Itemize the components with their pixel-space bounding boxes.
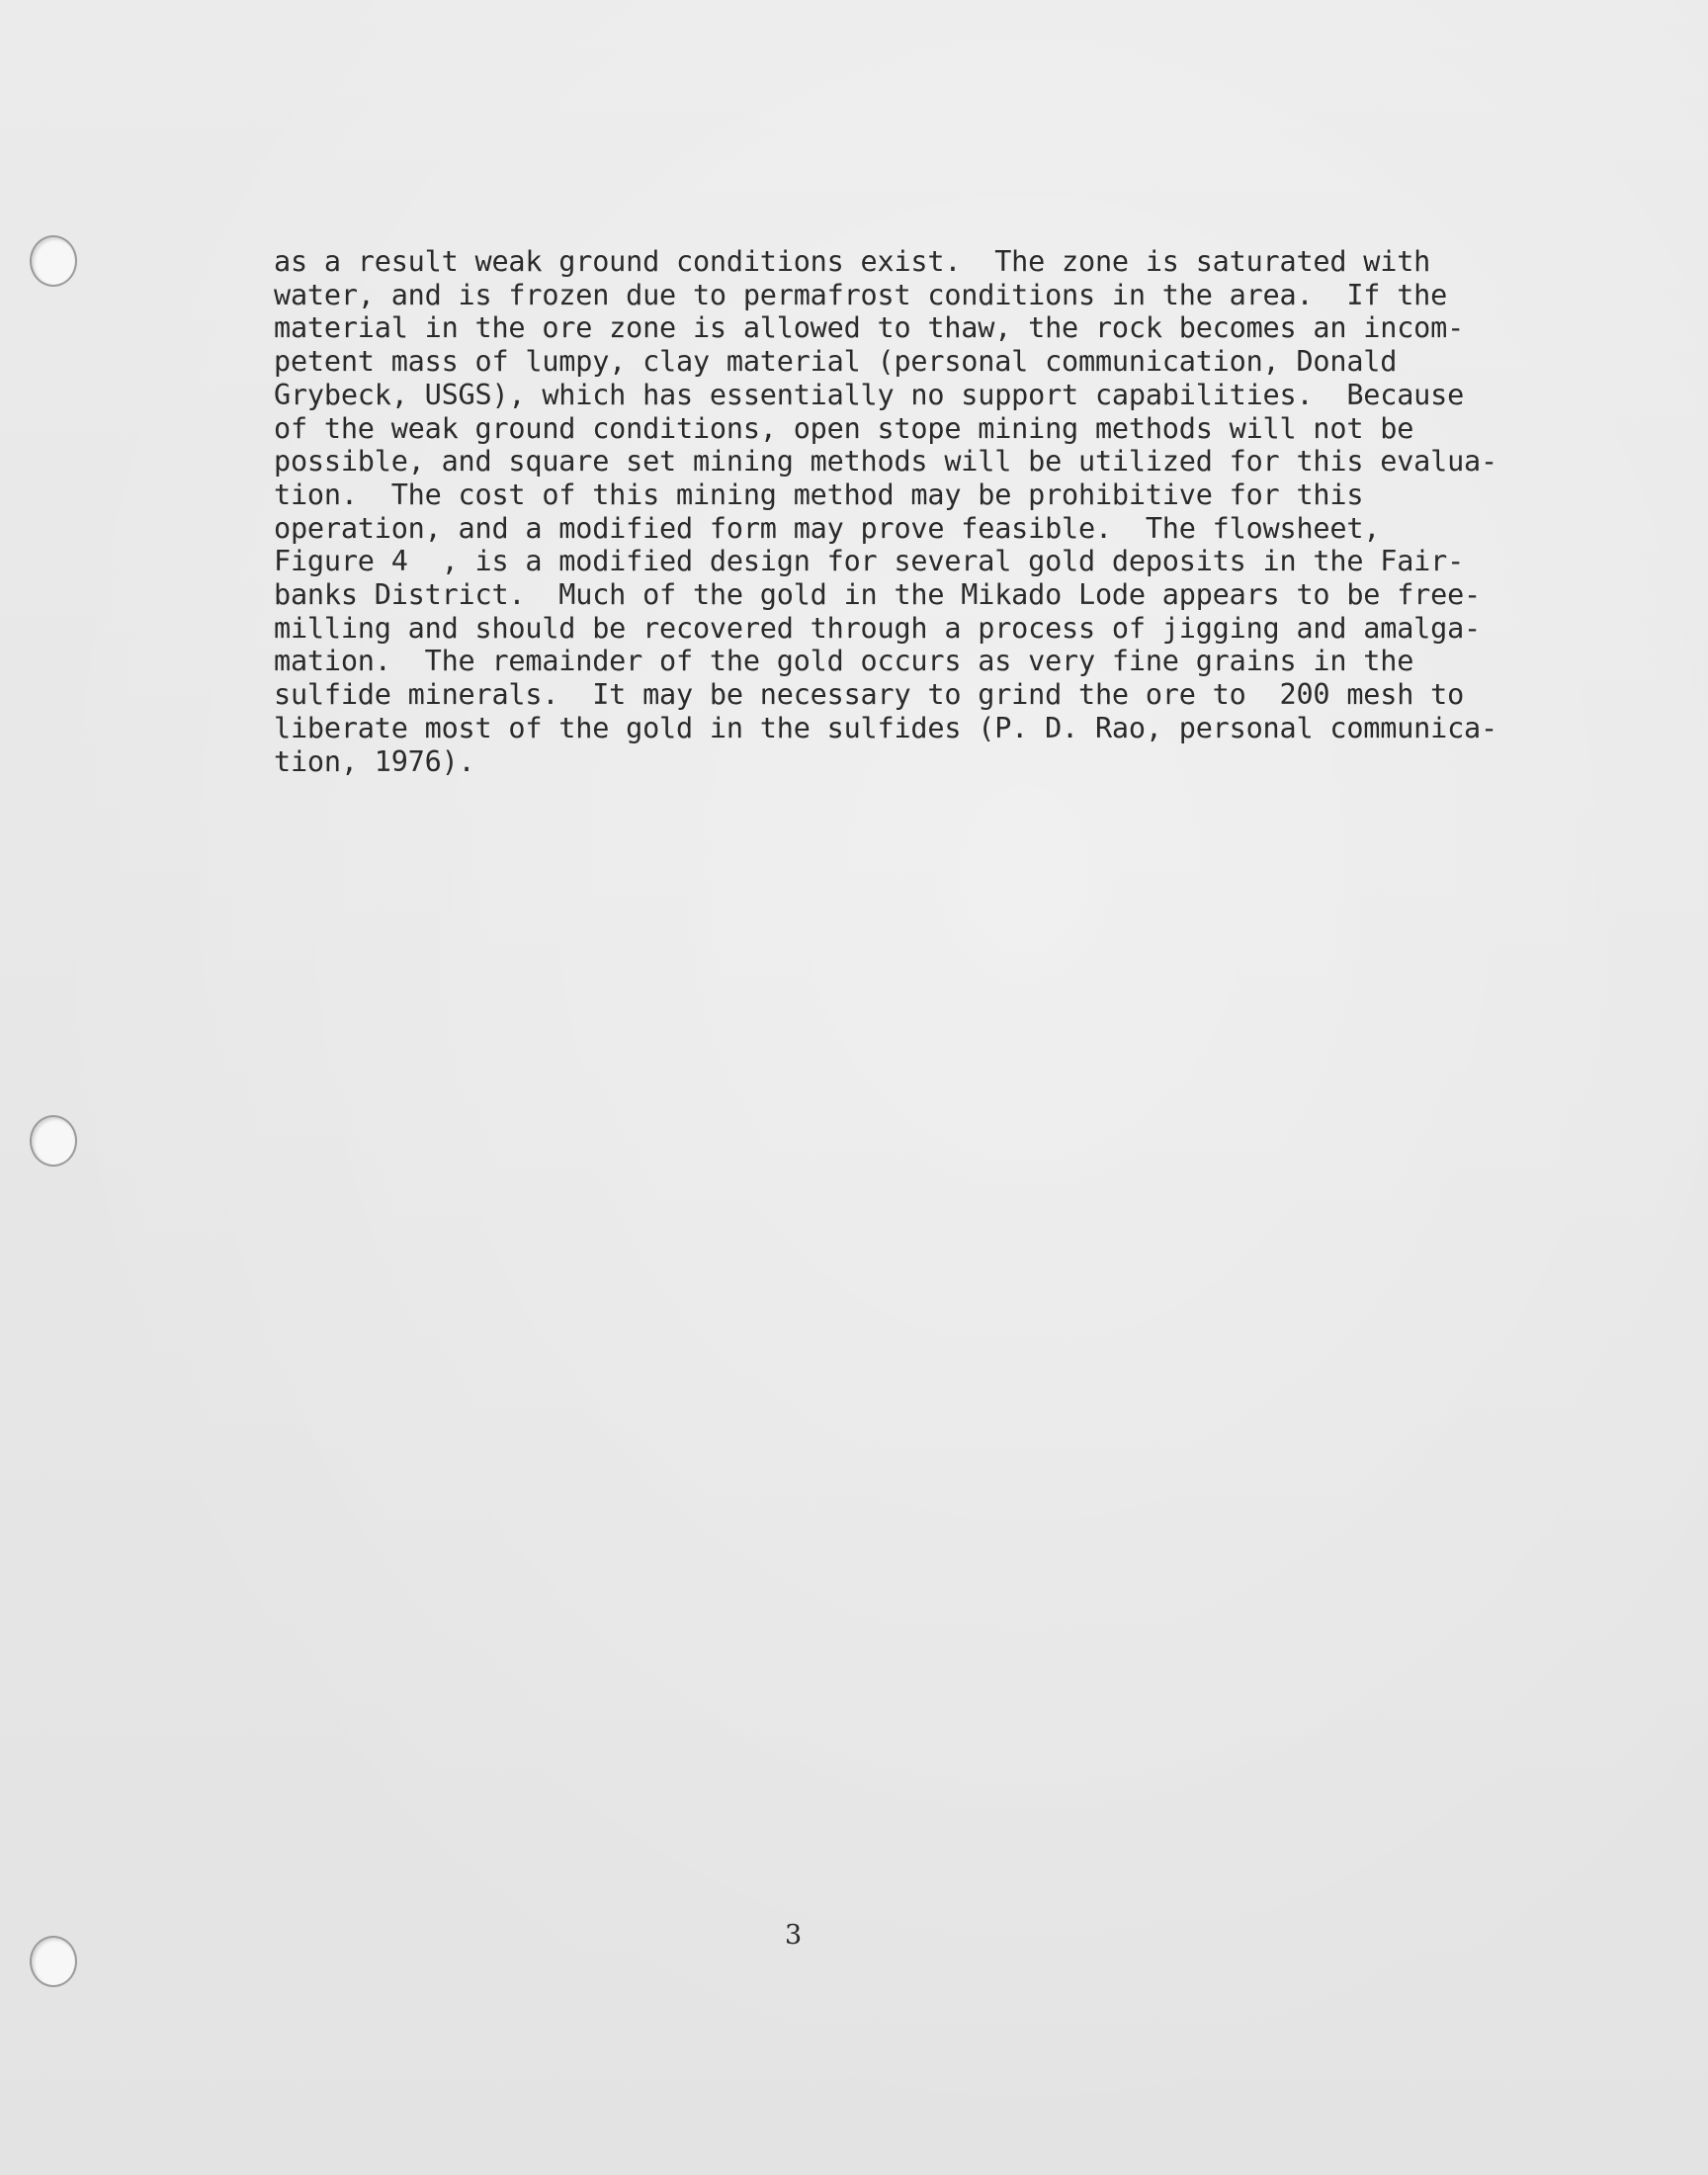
- paragraph-line: milling and should be recovered through a process of jigging and amalga-: [274, 611, 1482, 645]
- paragraph-line: sulfide minerals. It may be necessary to grind the ore to 200 mesh to: [274, 678, 1465, 712]
- paragraph-line: Figure 4 , is a modified design for several gold deposits in the Fair-: [274, 545, 1465, 578]
- paragraph-line: liberate most of the gold in the sulfides (P. D. Rao, personal communica-: [274, 711, 1497, 744]
- paragraph-line: mation. The remainder of the gold occurs as very fine grains in the: [274, 645, 1414, 678]
- paragraph-line: tion, 1976).: [274, 744, 475, 778]
- page-number: 3: [785, 1920, 803, 1951]
- punch-hole: [30, 1936, 77, 1987]
- punch-hole: [30, 1115, 77, 1167]
- paragraph-line: possible, and square set mining methods will be utilized for this evalua-: [274, 445, 1497, 478]
- body-paragraph: [274, 245, 1497, 778]
- paragraph-line: as a result weak ground conditions exist. The zone is saturated with: [274, 245, 1431, 278]
- punch-hole: [30, 235, 77, 287]
- paragraph-line: banks District. Much of the gold in the Mikado Lode appears to be free-: [274, 578, 1482, 612]
- paragraph-line: tion. The cost of this mining method may be prohibitive for this: [274, 478, 1364, 511]
- paragraph-line: of the weak ground conditions, open stope mining methods will not be: [274, 411, 1414, 445]
- paragraph-line: Grybeck, USGS), which has essentially no support capabilities. Because: [274, 378, 1465, 411]
- paragraph-line: material in the ore zone is allowed to thaw, the rock becomes an incom-: [274, 311, 1465, 345]
- paragraph-line: petent mass of lumpy, clay material (personal communication, Donald: [274, 345, 1398, 379]
- paragraph-line: water, and is frozen due to permafrost conditions in the area. If the: [274, 278, 1448, 311]
- paragraph-line: operation, and a modified form may prove feasible. The flowsheet,: [274, 511, 1381, 545]
